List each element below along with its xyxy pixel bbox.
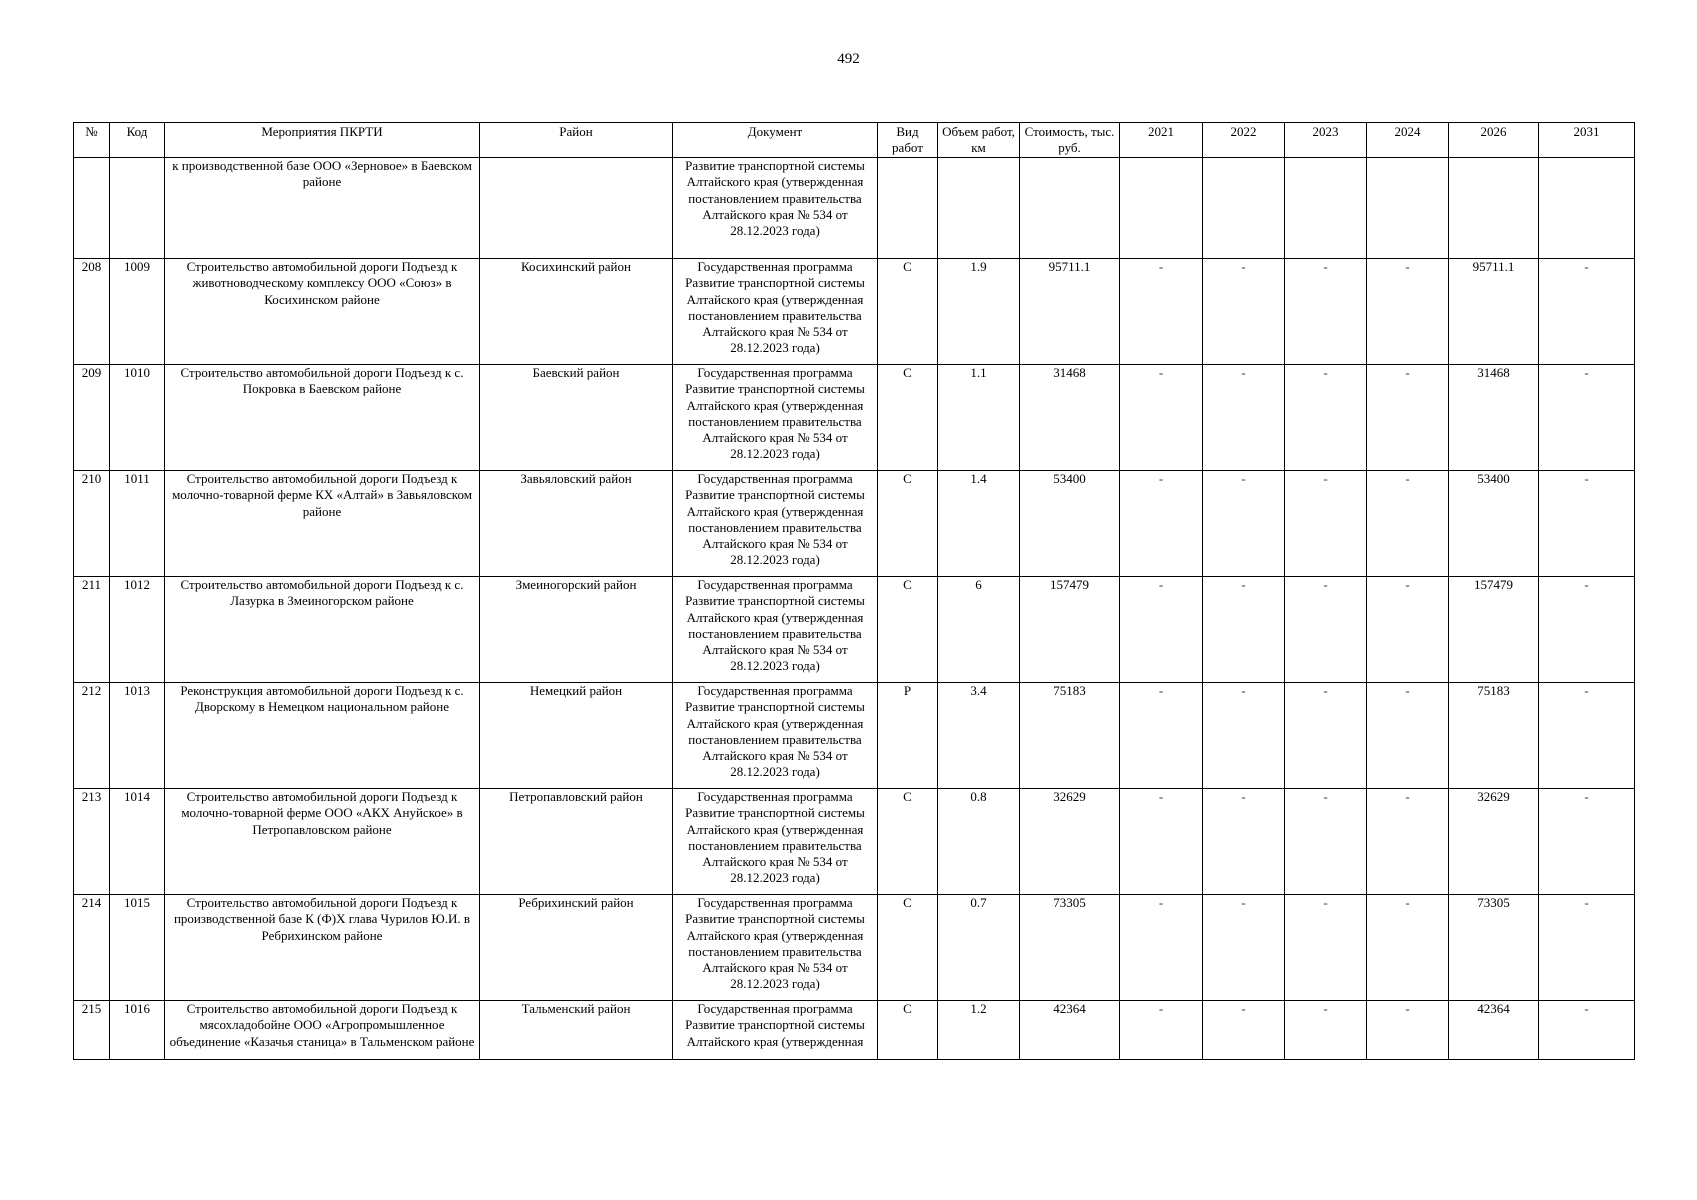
header-2022: 2022 (1203, 123, 1285, 158)
row-2031: - (1539, 365, 1635, 471)
row-document: Государственная программа Развитие транспортной системы Алтайского края (утвержденная постановлением правительства Алтайского края № 534 от 28.12.2023 года) (673, 895, 878, 1001)
header-type: Вид работ (878, 123, 938, 158)
row-number: 209 (74, 365, 110, 471)
row-document: Государственная программа Развитие транспортной системы Алтайского края (утвержденная постановлением правительства Алтайского края № 534 от 28.12.2023 года) (673, 577, 878, 683)
row-2022: - (1203, 789, 1285, 895)
row-2031: - (1539, 577, 1635, 683)
row-volume: 3.4 (938, 683, 1020, 789)
table-row (74, 471, 1635, 577)
row-2024: - (1367, 683, 1449, 789)
row-2024: - (1367, 895, 1449, 1001)
header-document: Документ (673, 123, 878, 158)
row-2022: - (1203, 365, 1285, 471)
row-2031: - (1539, 259, 1635, 365)
row-2023: - (1285, 683, 1367, 789)
row-code: 1012 (110, 577, 165, 683)
row-2021: - (1120, 365, 1203, 471)
row-cost: 42364 (1020, 1001, 1120, 1060)
row-2024: - (1367, 365, 1449, 471)
row-measure: Строительство автомобильной дороги Подъезд к мясохладобойне ООО «Агропромышленное объединение «Казачья станица» в Тальменском районе (165, 1001, 480, 1060)
row-2023: - (1285, 471, 1367, 577)
row-2023: - (1285, 365, 1367, 471)
header-volume: Объем работ, км (938, 123, 1020, 158)
row-work-type: С (878, 577, 938, 683)
row-2026: 75183 (1449, 683, 1539, 789)
header-code: Код (110, 123, 165, 158)
row-work-type: Р (878, 683, 938, 789)
row-2024: - (1367, 259, 1449, 365)
table-row (74, 683, 1635, 789)
row-district: Петропавловский район (480, 789, 673, 895)
table-row (74, 1001, 1635, 1060)
row-cost: 75183 (1020, 683, 1120, 789)
row-number: 210 (74, 471, 110, 577)
row-document: Государственная программа Развитие транспортной системы Алтайского края (утвержденная постановлением правительства Алтайского края № 534 от 28.12.2023 года) (673, 471, 878, 577)
row-district: Змеиногорский район (480, 577, 673, 683)
continuation-row (74, 158, 1635, 259)
row-cost: 32629 (1020, 789, 1120, 895)
row-volume: 0.7 (938, 895, 1020, 1001)
row-2026: 32629 (1449, 789, 1539, 895)
header-district: Район (480, 123, 673, 158)
row-2031: - (1539, 789, 1635, 895)
row-2031: - (1539, 471, 1635, 577)
row-district: Баевский район (480, 365, 673, 471)
row-cost: 157479 (1020, 577, 1120, 683)
row-district: Тальменский район (480, 1001, 673, 1060)
row-measure: Строительство автомобильной дороги Подъезд к животноводческому комплексу ООО «Союз» в Косихинском районе (165, 259, 480, 365)
row-volume: 6 (938, 577, 1020, 683)
row-2026: 95711.1 (1449, 259, 1539, 365)
row-measure: Строительство автомобильной дороги Подъезд к с. Лазурка в Змеиногорском районе (165, 577, 480, 683)
continuation-measure: к производственной базе ООО «Зерновое» в Баевском районе (165, 158, 480, 259)
row-district: Ребрихинский район (480, 895, 673, 1001)
row-district: Завьяловский район (480, 471, 673, 577)
row-volume: 1.2 (938, 1001, 1020, 1060)
row-2021: - (1120, 1001, 1203, 1060)
row-2031: - (1539, 1001, 1635, 1060)
row-2031: - (1539, 683, 1635, 789)
row-volume: 1.1 (938, 365, 1020, 471)
row-2023: - (1285, 895, 1367, 1001)
continuation-document: Развитие транспортной системы Алтайского края (утвержденная постановлением правительства Алтайского края № 534 от 28.12.2023 года) (673, 158, 878, 259)
row-work-type: С (878, 471, 938, 577)
row-measure: Строительство автомобильной дороги Подъезд к производственной базе К (Ф)Х глава Чурилов Ю.И. в Ребрихинском районе (165, 895, 480, 1001)
row-2024: - (1367, 789, 1449, 895)
row-number: 212 (74, 683, 110, 789)
table-row (74, 789, 1635, 895)
header-2021: 2021 (1120, 123, 1203, 158)
row-2024: - (1367, 1001, 1449, 1060)
row-2021: - (1120, 789, 1203, 895)
row-2022: - (1203, 259, 1285, 365)
header-measure: Мероприятия ПКРТИ (165, 123, 480, 158)
row-2021: - (1120, 683, 1203, 789)
header-2024: 2024 (1367, 123, 1449, 158)
header-cost: Стоимость, тыс. руб. (1020, 123, 1120, 158)
row-2024: - (1367, 471, 1449, 577)
row-2024: - (1367, 577, 1449, 683)
row-document: Государственная программа Развитие транспортной системы Алтайского края (утвержденная (673, 1001, 878, 1060)
row-work-type: С (878, 1001, 938, 1060)
header-2023: 2023 (1285, 123, 1367, 158)
row-work-type: С (878, 365, 938, 471)
row-cost: 95711.1 (1020, 259, 1120, 365)
row-2021: - (1120, 895, 1203, 1001)
table-row (74, 259, 1635, 365)
row-2026: 73305 (1449, 895, 1539, 1001)
row-code: 1013 (110, 683, 165, 789)
row-district: Косихинский район (480, 259, 673, 365)
row-district: Немецкий район (480, 683, 673, 789)
row-2021: - (1120, 577, 1203, 683)
header-2031: 2031 (1539, 123, 1635, 158)
row-code: 1016 (110, 1001, 165, 1060)
header-2026: 2026 (1449, 123, 1539, 158)
row-number: 215 (74, 1001, 110, 1060)
row-2022: - (1203, 471, 1285, 577)
row-2023: - (1285, 577, 1367, 683)
row-document: Государственная программа Развитие транспортной системы Алтайского края (утвержденная постановлением правительства Алтайского края № 534 от 28.12.2023 года) (673, 365, 878, 471)
row-cost: 73305 (1020, 895, 1120, 1001)
row-number: 213 (74, 789, 110, 895)
row-2023: - (1285, 259, 1367, 365)
row-2026: 157479 (1449, 577, 1539, 683)
row-cost: 53400 (1020, 471, 1120, 577)
row-2021: - (1120, 259, 1203, 365)
row-code: 1009 (110, 259, 165, 365)
page-number: 492 (837, 51, 860, 67)
row-2022: - (1203, 895, 1285, 1001)
table-row (74, 365, 1635, 471)
row-2031: - (1539, 895, 1635, 1001)
row-work-type: С (878, 789, 938, 895)
row-document: Государственная программа Развитие транспортной системы Алтайского края (утвержденная постановлением правительства Алтайского края № 534 от 28.12.2023 года) (673, 683, 878, 789)
row-number: 211 (74, 577, 110, 683)
row-code: 1014 (110, 789, 165, 895)
row-volume: 1.4 (938, 471, 1020, 577)
header-num: № (74, 123, 110, 158)
road-projects-table (73, 122, 1635, 1060)
row-2026: 42364 (1449, 1001, 1539, 1060)
row-code: 1015 (110, 895, 165, 1001)
row-document: Государственная программа Развитие транспортной системы Алтайского края (утвержденная постановлением правительства Алтайского края № 534 от 28.12.2023 года) (673, 259, 878, 365)
row-2022: - (1203, 577, 1285, 683)
row-work-type: С (878, 259, 938, 365)
row-2026: 31468 (1449, 365, 1539, 471)
row-2023: - (1285, 789, 1367, 895)
row-volume: 1.9 (938, 259, 1020, 365)
row-measure: Строительство автомобильной дороги Подъезд к с. Покровка в Баевском районе (165, 365, 480, 471)
row-2021: - (1120, 471, 1203, 577)
table-row (74, 577, 1635, 683)
table-row (74, 895, 1635, 1001)
table-header-row (74, 123, 1635, 158)
row-2026: 53400 (1449, 471, 1539, 577)
row-measure: Строительство автомобильной дороги Подъезд к молочно-товарной ферме ООО «АКХ Ануйское» в Петропавловском районе (165, 789, 480, 895)
row-2023: - (1285, 1001, 1367, 1060)
row-volume: 0.8 (938, 789, 1020, 895)
row-number: 214 (74, 895, 110, 1001)
row-cost: 31468 (1020, 365, 1120, 471)
row-measure: Реконструкция автомобильной дороги Подъезд к с. Дворскому в Немецком национальном районе (165, 683, 480, 789)
row-work-type: С (878, 895, 938, 1001)
row-2022: - (1203, 683, 1285, 789)
row-code: 1011 (110, 471, 165, 577)
row-2022: - (1203, 1001, 1285, 1060)
row-number: 208 (74, 259, 110, 365)
row-document: Государственная программа Развитие транспортной системы Алтайского края (утвержденная постановлением правительства Алтайского края № 534 от 28.12.2023 года) (673, 789, 878, 895)
row-code: 1010 (110, 365, 165, 471)
row-measure: Строительство автомобильной дороги Подъезд к молочно-товарной ферме КХ «Алтай» в Завьяловском районе (165, 471, 480, 577)
